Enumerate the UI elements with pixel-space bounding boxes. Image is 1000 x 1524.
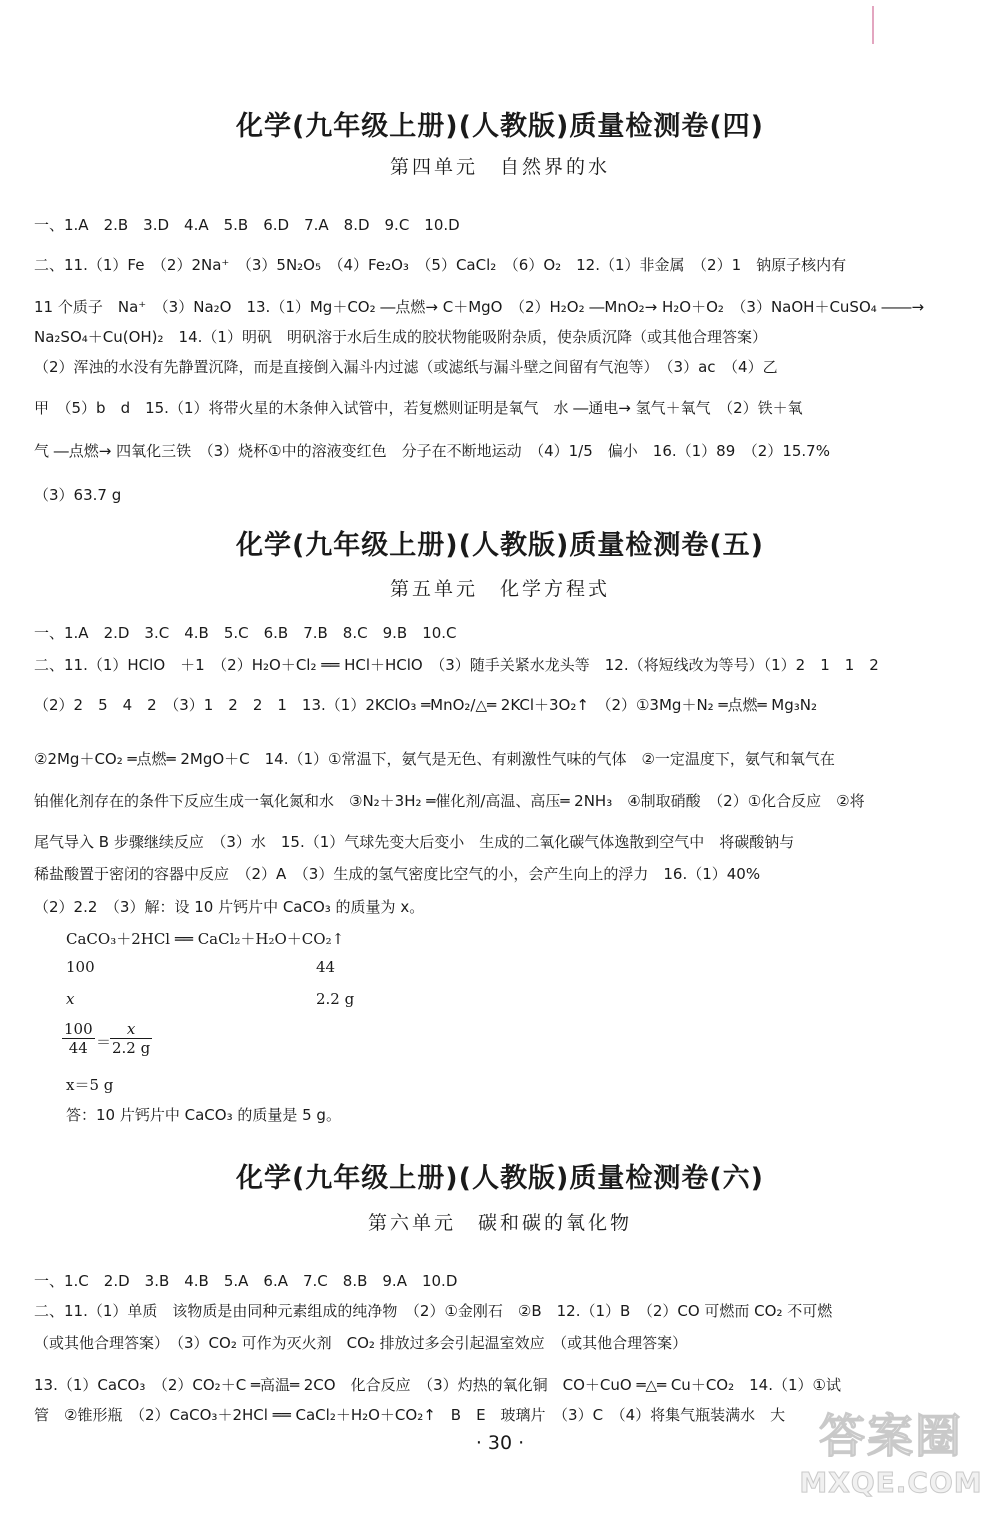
answer-line: 13.（1）CaCO₃ （2）CO₂＋C ═高温═ 2CO 化合反应 （3）灼热的氧化铜 CO＋CuO ═△═ Cu＋CO₂ 14.（1）①试	[34, 1376, 841, 1394]
fraction-denominator: 44	[68, 1039, 88, 1057]
fraction-numerator: 100	[64, 1020, 93, 1038]
unit-title-6: 第六单元 碳和碳的氧化物	[367, 1212, 632, 1234]
calc-fraction-left	[62, 1020, 95, 1057]
calc-result: x＝5 g	[66, 1076, 114, 1094]
answer-line: 二、11.（1）Fe （2）2Na⁺ （3）5N₂O₅ （4）Fe₂O₃ （5）CaCl₂ （6）O₂ 12.（1）非金属 （2）1 钠原子核内有	[34, 256, 847, 274]
answer-line: （3）63.7 g	[34, 486, 122, 504]
watermark-site-text: MXQE.COM	[799, 1466, 983, 1499]
answer-line: （2）2.2 （3）解：设 10 片钙片中 CaCO₃ 的质量为 x。	[34, 898, 425, 916]
calc-mass-right: 44	[316, 958, 336, 976]
calc-mass-left: 100	[66, 958, 95, 976]
calc-equation: CaCO₃＋2HCl ══ CaCl₂＋H₂O＋CO₂↑	[66, 930, 345, 948]
answer-line: 管 ②锥形瓶 （2）CaCO₃＋2HCl ══ CaCl₂＋H₂O＋CO₂↑ B E 玻璃片 （3）C （4）将集气瓶装满水 大	[34, 1406, 786, 1424]
answer-line: 铂催化剂存在的条件下反应生成一氧化氮和水 ③N₂＋3H₂ ═催化剂/高温、高压═ 2NH₃ ④制取硝酸 （2）①化合反应 ②将	[34, 792, 865, 810]
answer-line: （2）浑浊的水没有先静置沉降，而是直接倒入漏斗内过滤（或滤纸与漏斗壁之间留有气泡等） （3）ac （4）乙	[34, 358, 778, 376]
answer-line: 二、11.（1）单质 该物质是由同种元素组成的纯净物 （2）①金刚石 ②B 12.（1）B （2）CO 可燃而 CO₂ 不可燃	[34, 1302, 833, 1320]
watermark-logo	[796, 1406, 986, 1516]
unit-title-4: 第四单元 自然界的水	[389, 156, 610, 178]
answer-line: 11 个质子 Na⁺ （3）Na₂O 13.（1）Mg＋CO₂ ―点燃→ C＋MgO （2）H₂O₂ ―MnO₂→ H₂O＋O₂ （3）NaOH＋CuSO₄ ――→	[34, 298, 925, 316]
section-title-5: 化学(九年级上册)(人教版)质量检测卷(五)	[235, 530, 765, 561]
answer-line: 一、1.A 2.B 3.D 4.A 5.B 6.D 7.A 8.D 9.C 10.D	[34, 216, 460, 234]
answer-line: 一、1.C 2.D 3.B 4.B 5.A 6.A 7.C 8.B 9.A 10.D	[34, 1272, 458, 1290]
section-title-6: 化学(九年级上册)(人教版)质量检测卷(六)	[235, 1163, 765, 1194]
fraction-numerator: x	[110, 1020, 152, 1039]
calc-fraction-right	[110, 1020, 152, 1057]
page-number: · 30 ·	[475, 1432, 525, 1454]
calc-answer: 答：10 片钙片中 CaCO₃ 的质量是 5 g。	[66, 1106, 341, 1124]
answer-line: 甲 （5）b d 15.（1）将带火星的木条伸入试管中，若复燃则证明是氧气 水 ―通电→ 氢气＋氧气 （2）铁＋氧	[34, 399, 803, 417]
calc-var-right: 2.2 g	[316, 990, 355, 1008]
section-title-4: 化学(九年级上册)(人教版)质量检测卷(四)	[235, 111, 765, 142]
fraction-denominator: 2.2 g	[112, 1039, 151, 1057]
answer-line: 气 ―点燃→ 四氧化三铁 （3）烧杯①中的溶液变红色 分子在不断地运动 （4）1/5 偏小 16.（1）89 （2）15.7%	[34, 442, 830, 460]
calc-var-left: x	[66, 990, 75, 1008]
answer-line: 二、11.（1）HClO ＋1 （2）H₂O＋Cl₂ ══ HCl＋HClO （3）随手关紧水龙头等 12.（将短线改为等号）（1）2 1 1 2	[34, 656, 879, 674]
calc-equals-sign: ＝	[96, 1033, 112, 1051]
unit-title-5: 第五单元 化学方程式	[389, 578, 610, 600]
answer-line: （2）2 5 4 2 （3）1 2 2 1 13.（1）2KClO₃ ═MnO₂/△═ 2KCl＋3O₂↑ （2）①3Mg＋N₂ ═点燃═ Mg₃N₂	[34, 696, 817, 714]
answer-line: （或其他合理答案） （3）CO₂ 可作为灭火剂 CO₂ 排放过多会引起温室效应 （或其他合理答案）	[34, 1334, 688, 1352]
watermark-logo-text: 答案圈	[819, 1409, 963, 1463]
answer-line: Na₂SO₄＋Cu(OH)₂ 14.（1）明矾 明矾溶于水后生成的胶状物能吸附杂质，使杂质沉降（或其他合理答案）	[34, 328, 767, 346]
page-edge-mark	[872, 6, 874, 44]
answer-line: 尾气导入 B 步骤继续反应 （3）水 15.（1）气球先变大后变小 生成的二氧化碳气体逸散到空气中 将碳酸钠与	[34, 833, 795, 851]
answer-line: ②2Mg＋CO₂ ═点燃═ 2MgO＋C 14.（1）①常温下，氨气是无色、有刺激性气味的气体 ②一定温度下，氨气和氧气在	[34, 750, 835, 768]
answer-line: 稀盐酸置于密闭的容器中反应 （2）A （3）生成的氢气密度比空气的小，会产生向上的浮力 16.（1）40%	[34, 865, 761, 883]
answer-line: 一、1.A 2.D 3.C 4.B 5.C 6.B 7.B 8.C 9.B 10.C	[34, 624, 457, 642]
